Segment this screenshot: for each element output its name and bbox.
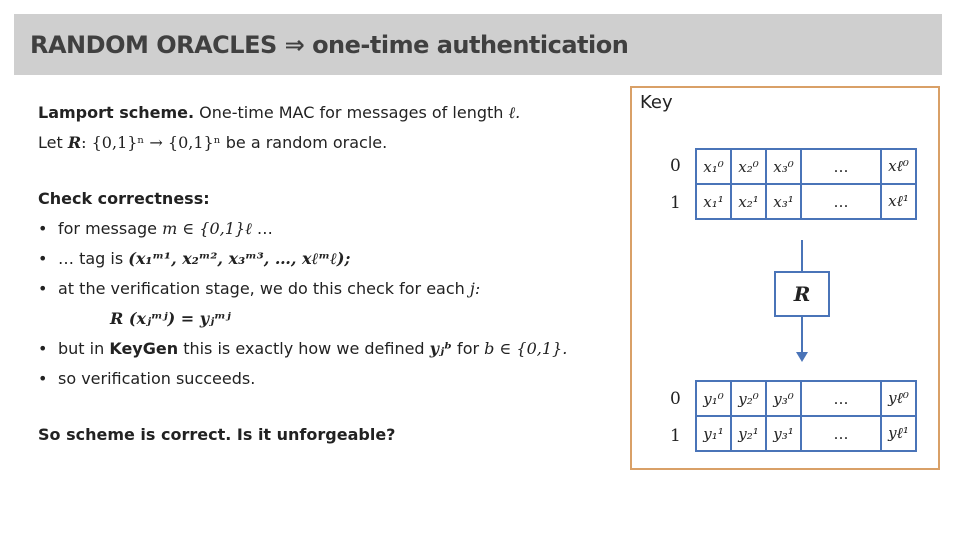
x-cell: x₂⁰ [730,148,767,185]
oracle-R: R [67,133,82,152]
y-cell: y₃¹ [765,415,802,452]
y-cell-ellipsis: … [800,380,882,417]
x-cell: x₂¹ [730,183,767,220]
arrow-down-icon [796,352,808,362]
x-cell-ellipsis: … [800,148,882,185]
arrow-shaft-top [801,240,803,271]
bullet-3-math: j: [469,279,481,298]
equation [38,304,618,334]
y-row-label-1: 1 [670,426,681,446]
x-cell: x₃¹ [765,183,802,220]
bullet-4-for: for [451,339,485,358]
y-cell: yℓ¹ [880,415,917,452]
x-cell: x₁⁰ [695,148,732,185]
bullet-4-math: yⱼᵇ [429,339,452,358]
oracle-line [38,128,618,158]
title-bar [14,14,942,75]
y-row-label-0: 0 [670,389,681,409]
bullet-1-math: m ∈ {0,1}ℓ [162,219,252,238]
y-cell: y₂¹ [730,415,767,452]
y-cell: y₁⁰ [695,380,732,417]
spacer [38,158,618,184]
spacer-2 [38,394,618,420]
oracle-box: R [774,271,830,317]
bullet-2-text: … tag is [58,249,129,268]
lamport-desc: One-time MAC for messages of length [194,103,509,122]
bullet-3-text: at the verification stage, we do this check for each [58,279,470,298]
bullet-1: • for message m ∈ {0,1}ℓ … [38,219,273,238]
bullet-5: • so verification succeeds. [38,369,256,388]
equation-text: R (xⱼᵐʲ) = yⱼᵐʲ [110,309,231,328]
check-heading: Check correctness: [38,189,210,208]
lamport-ell: ℓ. [508,103,521,122]
y-cell: y₃⁰ [765,380,802,417]
x-cell: xℓ¹ [880,183,917,220]
conclusion: So scheme is correct. Is it unforgeable? [38,425,396,444]
arrow-shaft-bottom [801,317,803,353]
y-cell-ellipsis: … [800,415,882,452]
x-row-label-0: 0 [670,156,681,176]
bullet-2: • … tag is (x₁ᵐ¹, x₂ᵐ², x₃ᵐ³, …, xℓᵐℓ); [38,249,351,268]
key-panel [630,86,940,470]
bullet-4-pre: but in [58,339,110,358]
oracle-rest: be a random oracle. [220,133,388,152]
y-cell: y₂⁰ [730,380,767,417]
oracle-math: : {0,1}ⁿ → {0,1}ⁿ [81,133,221,152]
bullet-4-mid: this is exactly how we defined [178,339,430,358]
bullet-2-math: (x₁ᵐ¹, x₂ᵐ², x₃ᵐ³, …, xℓᵐℓ); [128,249,351,268]
bullet-1-end: … [251,219,273,238]
slide-title: RANDOM ORACLES ⇒ one-time authentication [30,31,629,59]
bullet-3: • at the verification stage, we do this check for each j: [38,279,481,298]
oracle-pre: Let [38,133,68,152]
key-label: Key [640,92,673,113]
lamport-line [38,98,618,128]
bullet-4: • but in KeyGen this is exactly how we defined yⱼᵇ for b ∈ {0,1}. [38,339,568,358]
lamport-heading: Lamport scheme. [38,103,195,122]
x-cell: xℓ⁰ [880,148,917,185]
x-row-label-1: 1 [670,193,681,213]
slide-body [38,98,618,450]
bullet-5-text: so verification succeeds. [58,369,256,388]
y-cell: y₁¹ [695,415,732,452]
x-cell-ellipsis: … [800,183,882,220]
bullet-4-keygen: KeyGen [109,339,179,358]
bullet-1-text: for message [58,219,163,238]
bullet-4-math2: b ∈ {0,1}. [484,339,568,358]
y-cell: yℓ⁰ [880,380,917,417]
x-cell: x₁¹ [695,183,732,220]
x-cell: x₃⁰ [765,148,802,185]
